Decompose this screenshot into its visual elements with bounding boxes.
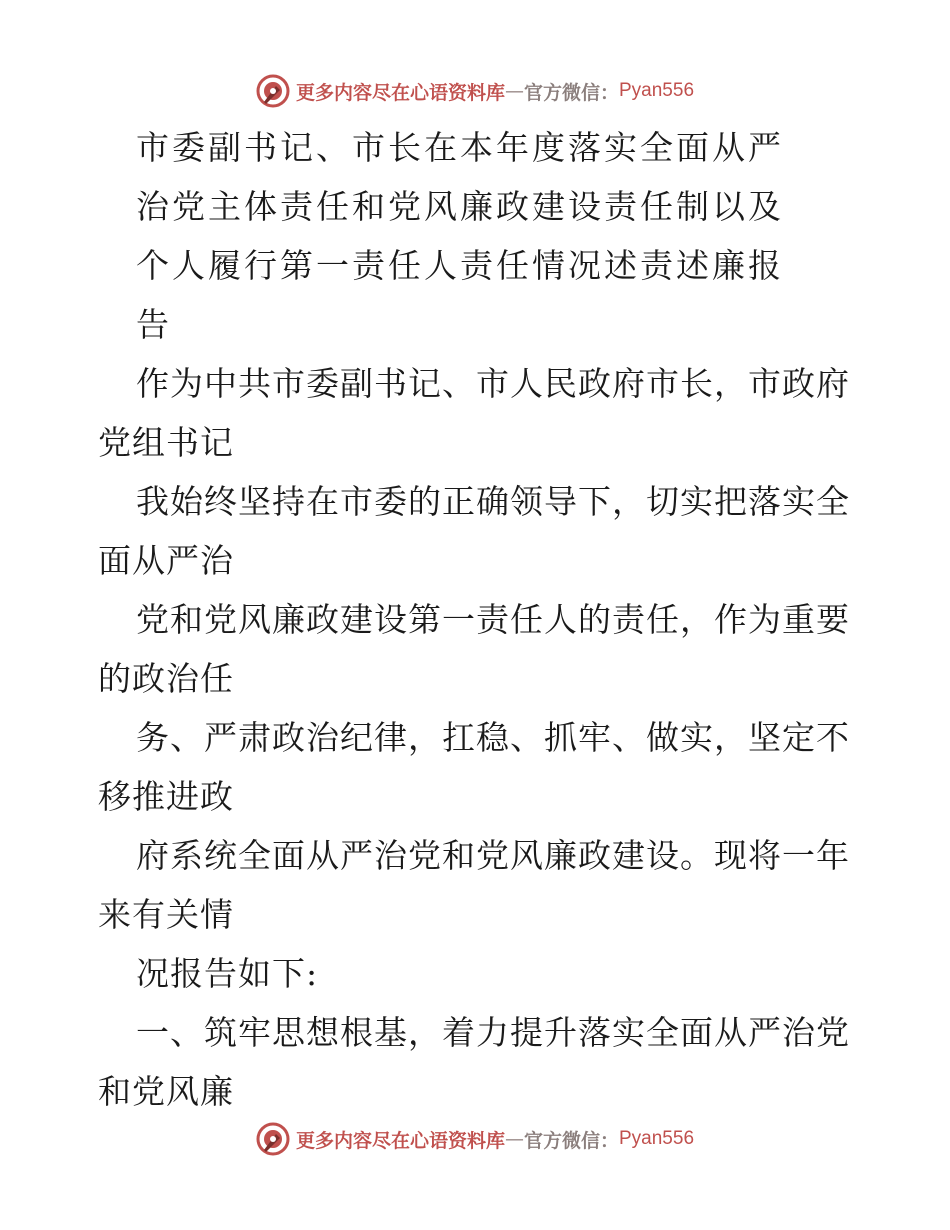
paragraph-line: 党和党风廉政建设第一责任人的责任，作为重要 [136,600,850,639]
document-body [98,118,858,1121]
banner-text: 更多内容尽在心语资料库 [295,1129,505,1152]
footer-banner [0,1119,950,1159]
paragraph-line: 的政治任 [98,659,234,698]
paragraph-line: 况报告如下: [136,954,319,993]
title-line: 治党主体责任和党风廉政建设责任制以及 [136,187,784,226]
banner-text: 更多内容尽在心语资料库 [295,81,505,104]
paragraph-line: 作为中共市委副书记、市人民政府市长，市政府 [136,364,850,403]
paragraph-line: 面从严治 [98,541,234,580]
banner-wechat-label: 官方微信： [523,81,619,104]
banner-dash: — [504,1128,524,1150]
header-banner [0,71,950,111]
paragraph-line: 府系统全面从严治党和党风廉政建设。现将一年 [136,836,850,875]
title-line: 告 [136,305,172,344]
paragraph-line: 党组书记 [98,423,234,462]
paragraph-line: 移推进政 [98,777,234,816]
banner-dash: — [504,80,524,102]
banner-wechat-id: Pyan556 [619,1128,695,1149]
pen-nib-logo-icon [256,1122,290,1156]
paragraph-line: 和党风廉 [98,1072,234,1111]
pen-nib-logo-icon [256,74,290,108]
paragraph-line: 我始终坚持在市委的正确领导下，切实把落实全 [136,482,850,521]
paragraph-line: 一、筑牢思想根基，着力提升落实全面从严治党 [136,1013,850,1052]
title-line: 个人履行第一责任人责任情况述责述廉报 [136,246,784,285]
paragraph-line: 来有关情 [98,895,234,934]
paragraph-line: 务、严肃政治纪律，扛稳、抓牢、做实，坚定不 [136,718,850,757]
banner-wechat-id: Pyan556 [619,80,695,101]
banner-wechat-label: 官方微信： [523,1129,619,1152]
title-line: 市委副书记、市长在本年度落实全面从严 [136,128,784,167]
